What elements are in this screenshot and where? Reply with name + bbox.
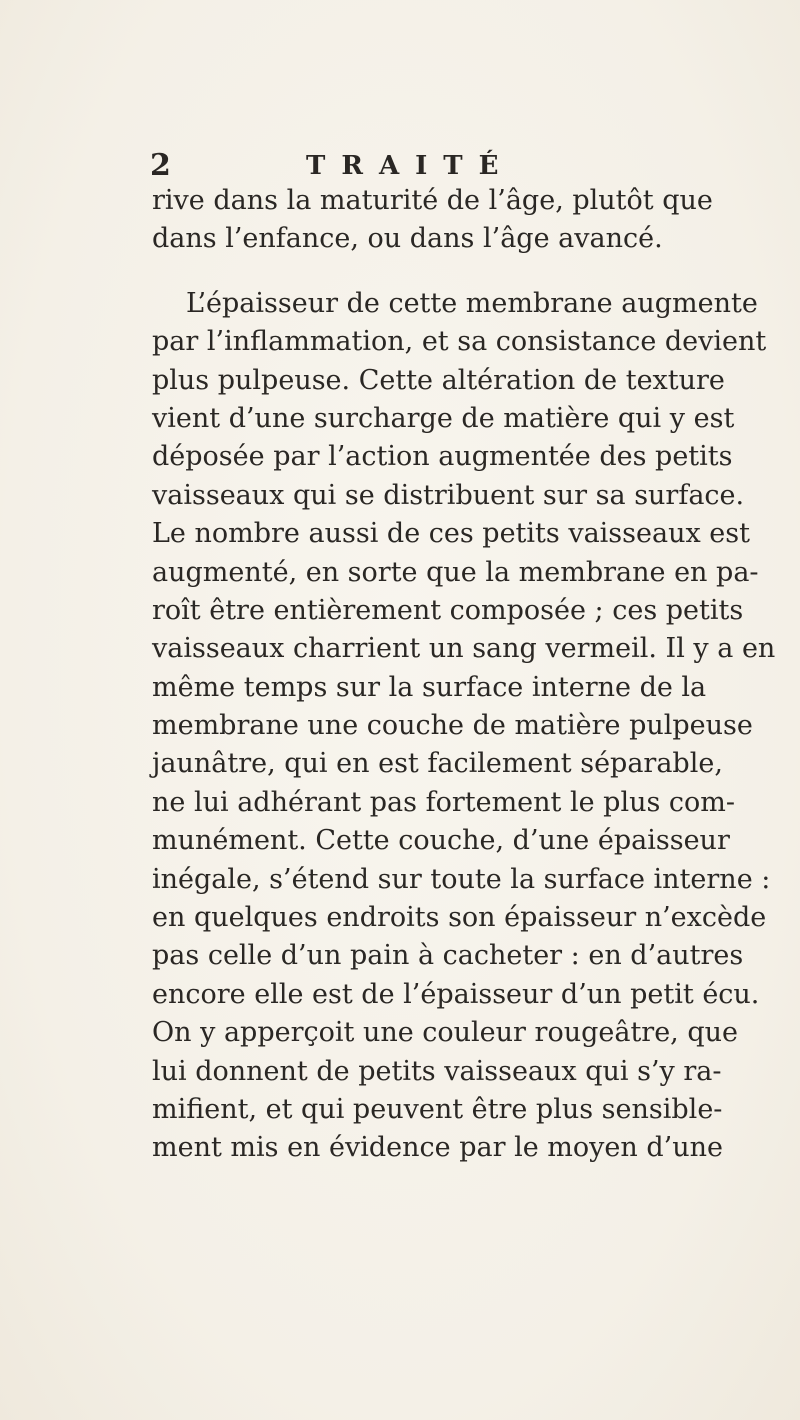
text-line: augmenté, en sorte que la membrane en pa- [152, 556, 759, 588]
text-line: ne lui adhérant pas fortement le plus com- [152, 786, 736, 818]
text-line: L’épaisseur de cette membrane augmente [186, 287, 758, 319]
text-line: roît être entièrement composée ; ces petits [152, 594, 744, 626]
text-line: pas celle d’un pain à cacheter : en d’autres [152, 940, 744, 972]
text-line: encore elle est de l’épaisseur d’un petit écu. [152, 978, 760, 1010]
text-line: même temps sur la surface interne de la [152, 671, 707, 703]
text-line: vient d’une surcharge de matière qui y est [152, 402, 735, 434]
text-line: Le nombre aussi de ces petits vaisseaux est [152, 518, 750, 550]
text-line: membrane une couche de matière pulpeuse [152, 710, 753, 742]
paragraph-gap [152, 259, 662, 285]
text-line: en quelques endroits son épaisseur n’excède [152, 902, 767, 934]
text-line: vaisseaux charrient un sang vermeil. Il y a en [152, 633, 776, 665]
page-number: 2 [150, 148, 171, 183]
text-line: plus pulpeuse. Cette altération de texture [152, 364, 725, 396]
text-line: jaunâtre, qui en est facilement séparable, [152, 748, 723, 780]
text-line: dans l’enfance, ou dans l’âge avancé. [152, 223, 663, 255]
paragraph-continued [152, 182, 713, 259]
text-line: rive dans la maturité de l’âge, plutôt que [152, 185, 713, 216]
running-head-title: TRAITÉ [306, 151, 515, 181]
text-line: par l’inflammation, et sa consistance devient [152, 326, 767, 358]
text-line: déposée par l’action augmentée des petits [152, 441, 733, 473]
text-line: vaisseaux qui se distribuent sur sa surface. [152, 479, 745, 511]
body-text [152, 182, 776, 1168]
text-line: On y apperçoit une couleur rougeâtre, que [152, 1017, 738, 1049]
text-line: mifient, et qui peuvent être plus sensible- [152, 1093, 723, 1125]
text-line: inégale, s’étend sur toute la surface interne : [152, 863, 771, 895]
text-line: munément. Cette couche, d’une épaisseur [152, 825, 730, 857]
paragraph [152, 285, 776, 1168]
text-line: lui donnent de petits vaisseaux qui s’y ra- [152, 1055, 722, 1087]
running-head [150, 146, 630, 186]
text-line: ment mis en évidence par le moyen d’une [152, 1132, 723, 1164]
